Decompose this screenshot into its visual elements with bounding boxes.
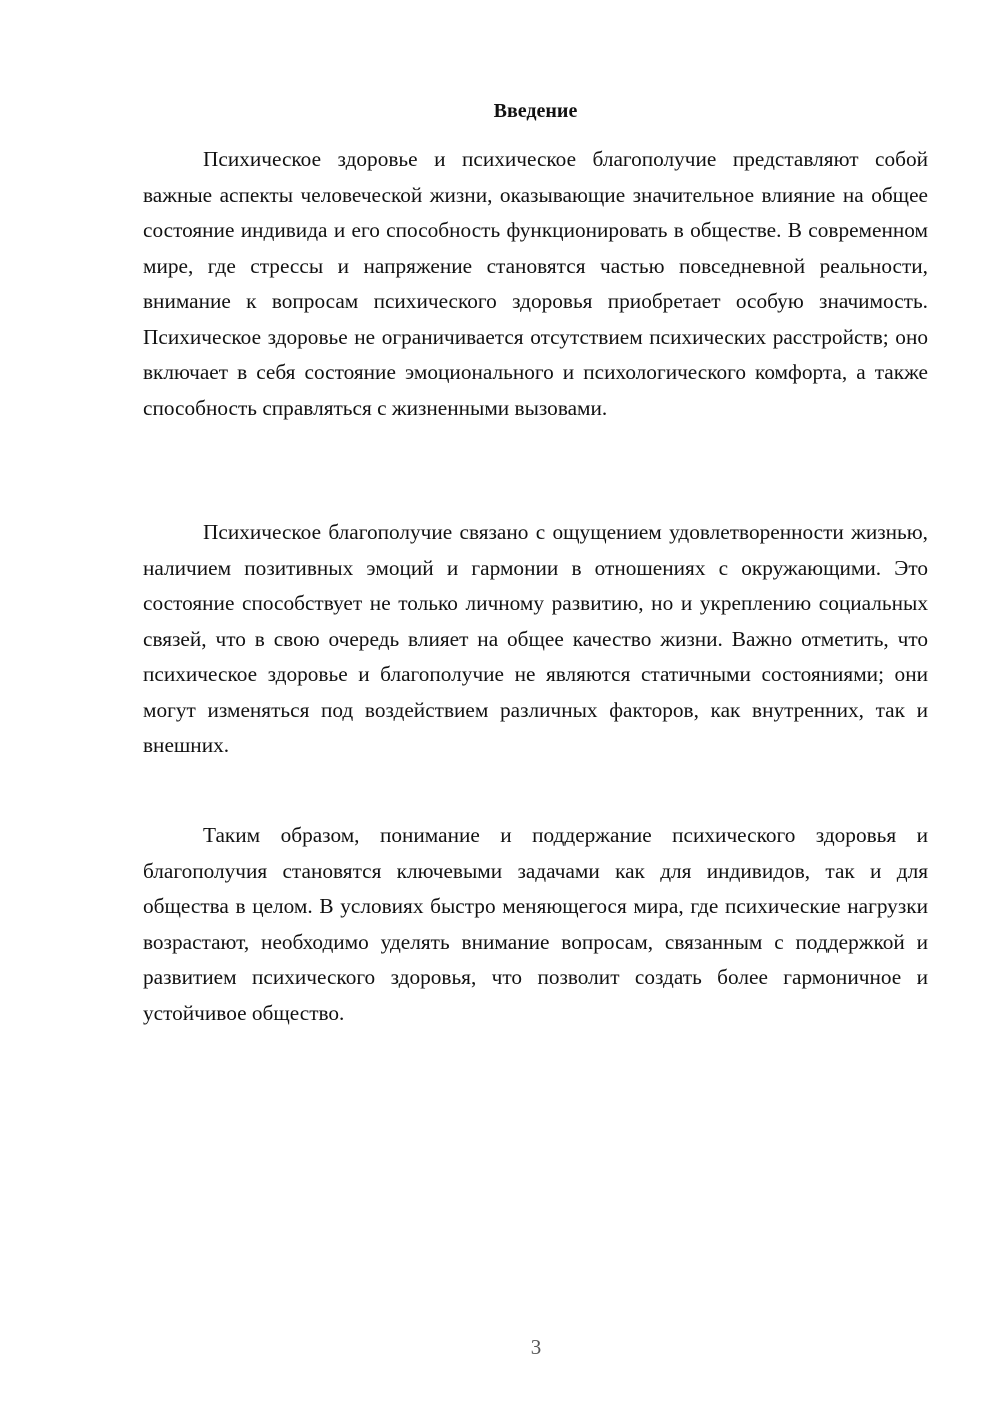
paragraph-3: Таким образом, понимание и поддержание психического здоровья и благополучия становятся ключевыми задачами как для индивидов, так и для общества в целом. В условиях быстро меняющегося мира, где психические нагрузки возрастают, необходимо уделять внимание вопросам, связанным с поддержкой и развитием психического здоровья, что позволит создать более гармоничное и устойчивое общество.	[143, 823, 928, 1025]
section-title: Введение	[493, 100, 578, 122]
paragraph-1: Психическое здоровье и психическое благополучие представляют собой важные аспекты человеческой жизни, оказывающие значительное влияние на общее состояние индивида и его способность функционировать в обществе. В современном мире, где стрессы и напряжение становятся частью повседневной реальности, внимание к вопросам психического здоровья приобретает особую значимость. Психическое здоровье не ограничивается отсутствием психических расстройств; оно включает в себя состояние эмоционального и психологического комфорта, а также способность справляться с жизненными вызовами.	[143, 147, 928, 420]
page-number: 3	[530, 1335, 542, 1359]
paragraph-2: Психическое благополучие связано с ощущением удовлетворенности жизнью, наличием позитивных эмоций и гармонии в отношениях с окружающими. Это состояние способствует не только личному развитию, но и укреплению социальных связей, что в свою очередь влияет на общее качество жизни. Важно отметить, что психическое здоровье и благополучие не являются статичными состояниями; они могут изменяться под воздействием различных факторов, как внутренних, так и внешних.	[143, 520, 928, 757]
